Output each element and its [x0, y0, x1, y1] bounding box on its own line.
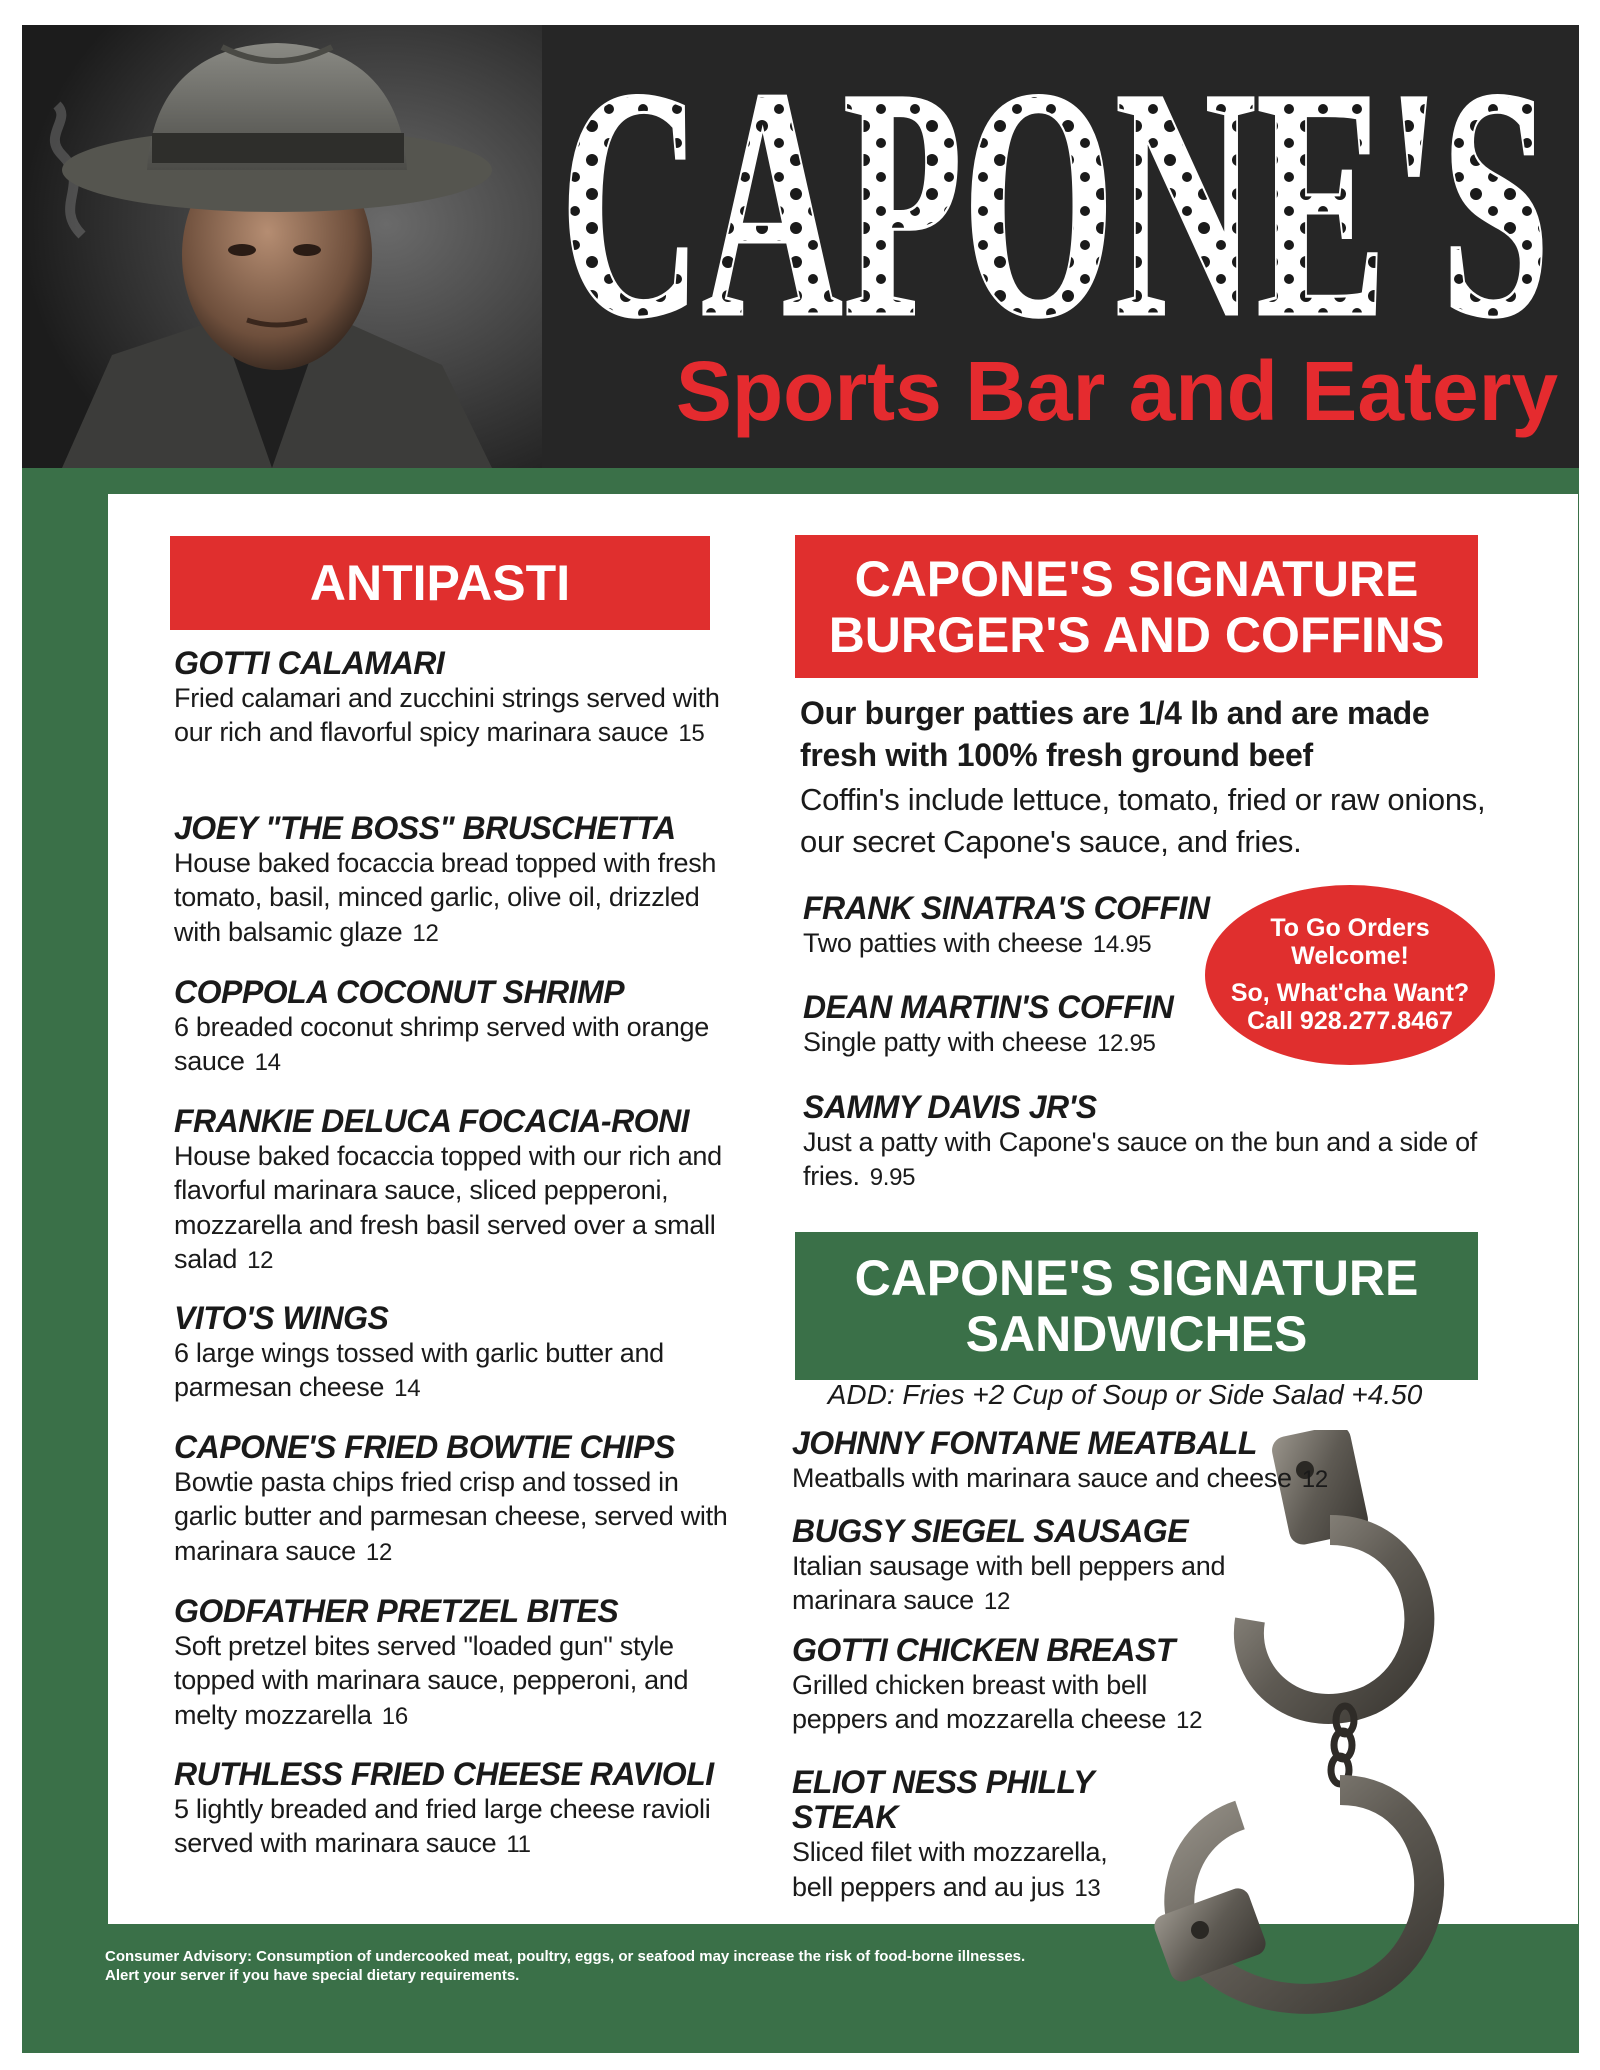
item-desc: Fried calamari and zucchini strings served with our rich and flavorful spicy marinara sauce 15 [174, 683, 720, 748]
tagline: Sports Bar and Eatery [675, 344, 1559, 438]
item-price: 14 [254, 1049, 281, 1077]
capones-logo [550, 49, 1560, 349]
burgers-title-line2: BURGER'S AND COFFINS [828, 606, 1445, 663]
item-name: JOHNNY FONTANE MEATBALL [792, 1425, 1257, 1461]
menu-item [174, 1104, 734, 1277]
promo-line1: To Go Orders [1270, 914, 1430, 942]
sandwiches-title-line1: CAPONE'S SIGNATURE [854, 1250, 1419, 1306]
promo-line3: So, What'cha Want? [1230, 979, 1470, 1007]
advisory-line1: Consumer Advisory: Consumption of undercooked meat, poultry, eggs, or seafood may increase the risk of food-borne illnesses. [105, 1948, 1026, 1965]
menu-item [803, 891, 1223, 961]
item-desc: 5 lightly breaded and fried large cheese ravioli served with marinara sauce 11 [174, 1794, 711, 1859]
item-name: FRANK SINATRA'S COFFIN [803, 890, 1210, 926]
item-price: 11 [506, 1831, 531, 1859]
burgers-intro: Coffin's include lettuce, tomato, fried or raw onions, our secret Capone's sauce, and fries. [800, 782, 1486, 859]
burgers-intro-bold: Our burger patties are 1/4 lb and are made fresh with 100% fresh ground beef [800, 695, 1430, 773]
menu-item [174, 975, 734, 1079]
item-name: BUGSY SIEGEL SAUSAGE [792, 1513, 1189, 1549]
item-price: 16 [381, 1702, 408, 1730]
menu-item [174, 1594, 734, 1732]
item-desc: House baked focaccia topped with our rich and flavorful marinara sauce, sliced pepperoni, mozzarella and fresh basil served over a small salad 12 [174, 1141, 722, 1275]
item-price: 9.95 [869, 1164, 916, 1192]
menu-item [174, 1301, 734, 1405]
item-name: JOEY "THE BOSS" BRUSCHETTA [174, 810, 676, 846]
item-desc: 6 large wings tossed with garlic butter and parmesan cheese 14 [174, 1338, 664, 1403]
item-desc: Meatballs with marinara sauce and cheese 12 [792, 1463, 1328, 1494]
menu-item [174, 1757, 734, 1861]
item-name: SAMMY DAVIS JR'S [803, 1089, 1097, 1125]
menu-item [792, 1633, 1222, 1737]
item-desc: House baked focaccia bread topped with fresh tomato, basil, minced garlic, olive oil, drizzled with balsamic glaze 12 [174, 848, 717, 947]
item-name: GODFATHER PRETZEL BITES [174, 1593, 619, 1629]
menu-item [174, 1430, 734, 1568]
sandwiches-header [795, 1232, 1478, 1380]
sandwich-add-ons: ADD: Fries +2 Cup of Soup or Side Salad +4.50 [827, 1379, 1423, 1410]
menu-item [792, 1765, 1152, 1904]
header-banner [22, 25, 1579, 468]
item-price: 12 [1301, 1466, 1328, 1494]
item-price: 14.95 [1092, 931, 1152, 959]
menu-item [792, 1514, 1272, 1618]
item-price: 14 [394, 1375, 421, 1403]
item-price: 12 [247, 1247, 274, 1275]
antipasti-header [170, 536, 710, 630]
burgers-header [795, 535, 1478, 678]
item-price: 15 [678, 720, 705, 748]
item-price: 12 [365, 1538, 392, 1566]
item-desc: Grilled chicken breast with bell peppers and mozzarella cheese 12 [792, 1670, 1203, 1735]
logo-text: CAPONE'S [560, 49, 1550, 349]
consumer-advisory [105, 1948, 1105, 1986]
item-name: DEAN MARTIN'S COFFIN [803, 989, 1174, 1025]
menu-item [803, 1090, 1483, 1194]
menu-item [803, 990, 1223, 1060]
item-price: 13 [1074, 1874, 1101, 1902]
item-price: 12 [412, 919, 439, 947]
item-desc: Bowtie pasta chips fried crisp and tossed in garlic butter and parmesan cheese, served with marinara sauce 12 [174, 1467, 728, 1566]
item-desc: Sliced filet with mozzarella, bell peppers and au jus 13 [792, 1837, 1108, 1902]
item-name: CAPONE'S FRIED BOWTIE CHIPS [174, 1429, 675, 1465]
menu-item [792, 1426, 1392, 1496]
gangster-photo [22, 25, 542, 468]
item-desc: Just a patty with Capone's sauce on the bun and a side of fries. 9.95 [803, 1127, 1478, 1192]
item-desc: Single patty with cheese 12.95 [803, 1027, 1156, 1058]
item-price: 12 [1176, 1707, 1203, 1735]
advisory-line2: Alert your server if you have special dietary requirements. [105, 1966, 520, 1984]
item-name: GOTTI CALAMARI [174, 645, 445, 681]
item-name: VITO'S WINGS [174, 1300, 389, 1336]
item-name: RUTHLESS FRIED CHEESE RAVIOLI [174, 1756, 714, 1792]
item-name: COPPOLA COCONUT SHRIMP [174, 974, 625, 1010]
promo-line2: Welcome! [1291, 941, 1409, 970]
item-desc: Italian sausage with bell peppers and marinara sauce 12 [792, 1551, 1226, 1616]
antipasti-title: ANTIPASTI [309, 555, 571, 611]
menu-item [174, 811, 734, 949]
item-name: GOTTI CHICKEN BREAST [792, 1632, 1175, 1668]
item-desc: Two patties with cheese 14.95 [803, 928, 1152, 959]
item-desc: 6 breaded coconut shrimp served with orange sauce 14 [174, 1012, 709, 1077]
item-name: ELIOT NESS PHILLY STEAK [792, 1764, 1094, 1836]
item-price: 12.95 [1096, 1030, 1156, 1058]
item-name: FRANKIE DELUCA FOCACIA-RONI [174, 1103, 690, 1139]
sandwiches-title-line2: SANDWICHES [965, 1306, 1308, 1362]
item-desc: Soft pretzel bites served "loaded gun" style topped with marinara sauce, pepperoni, and melty mozzarella 16 [174, 1631, 689, 1730]
menu-item [174, 646, 734, 750]
item-price: 12 [983, 1588, 1010, 1616]
promo-phone: Call 928.277.8467 [1247, 1006, 1453, 1035]
burgers-title-line1: CAPONE'S SIGNATURE [854, 550, 1419, 607]
to-go-badge [1205, 885, 1495, 1065]
